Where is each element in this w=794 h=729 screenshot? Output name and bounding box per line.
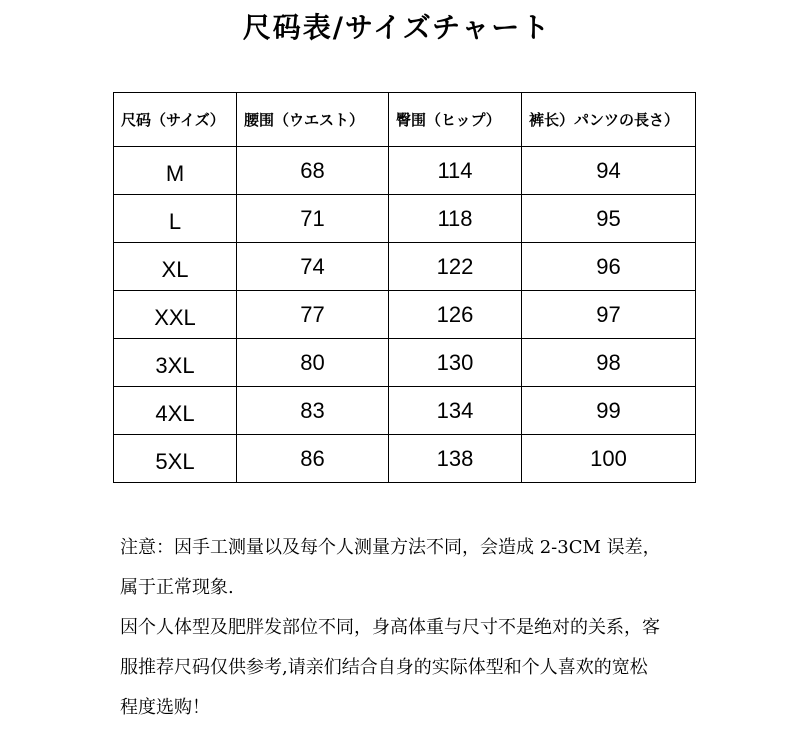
table-row [114,435,696,483]
waist-cell: 86 [237,435,389,483]
length-cell: 97 [522,291,696,339]
size-cell: 4XL [114,387,237,435]
size-cell: XL [114,243,237,291]
header-waist: 腰围（ウエスト） [237,93,389,147]
table-body [114,147,696,483]
note-line: 注意：因手工测量以及每个人测量方法不同，会造成 2-3CM 误差， [120,537,661,558]
size-cell: 5XL [114,435,237,483]
waist-cell: 71 [237,195,389,243]
table-row [114,291,696,339]
note-line: 程度选购！ [120,697,210,718]
length-cell: 100 [522,435,696,483]
waist-cell: 74 [237,243,389,291]
waist-cell: 80 [237,339,389,387]
hip-cell: 134 [389,387,522,435]
page-title: 尺码表/サイズチャート [242,11,552,44]
hip-cell: 122 [389,243,522,291]
waist-cell: 68 [237,147,389,195]
length-cell: 96 [522,243,696,291]
size-cell: M [114,147,237,195]
size-cell: L [114,195,237,243]
table-row [114,147,696,195]
length-cell: 94 [522,147,696,195]
hip-cell: 126 [389,291,522,339]
table-row [114,195,696,243]
header-size: 尺码（サイズ） [114,93,237,147]
hip-cell: 118 [389,195,522,243]
size-cell: 3XL [114,339,237,387]
size-cell: XXL [114,291,237,339]
note-line: 服推荐尺码仅供参考,请亲们结合自身的实际体型和个人喜欢的宽松 [120,657,648,678]
table-row [114,387,696,435]
note-line: 因个人体型及肥胖发部位不同，身高体重与尺寸不是绝对的关系，客 [120,617,660,638]
table-row [114,339,696,387]
size-chart-table [113,92,696,483]
hip-cell: 130 [389,339,522,387]
header-hip: 臀围（ヒップ） [389,93,522,147]
header-row [114,93,696,147]
header-pants-length: 裤长）パンツの長さ） [522,93,696,147]
length-cell: 98 [522,339,696,387]
hip-cell: 138 [389,435,522,483]
note-line: 属于正常现象. [120,577,234,598]
table-header [114,93,696,147]
waist-cell: 77 [237,291,389,339]
hip-cell: 114 [389,147,522,195]
notes-section [120,528,661,728]
waist-cell: 83 [237,387,389,435]
length-cell: 95 [522,195,696,243]
length-cell: 99 [522,387,696,435]
table-row [114,243,696,291]
